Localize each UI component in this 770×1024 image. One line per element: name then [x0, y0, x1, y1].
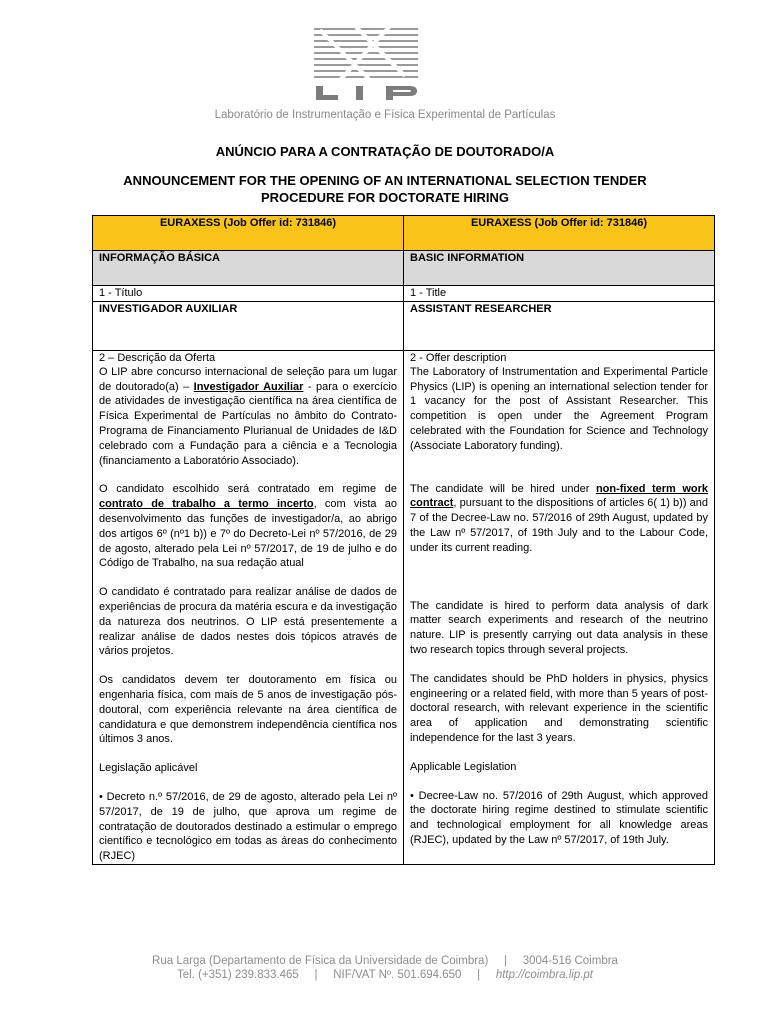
pt-paragraph-3: O candidato é contratado para realizar análise de dados de experiências de procura da matéria escura e da investigação da natureza dos neutrinos. O LIP está presentemente a realizar análise de dados nestes dois tópicos através de vários projetos. — [99, 586, 397, 658]
investigador-auxiliar-emphasis: Investigador Auxiliar — [193, 380, 304, 393]
footer-line-1 — [0, 955, 770, 967]
footer-postal: 3004-516 Coimbra — [522, 955, 618, 967]
footer-separator: | — [477, 969, 481, 981]
desc-label-pt: 2 – Descrição da Oferta — [99, 351, 216, 364]
euraxess-en: EURAXESS (Job Offer id: 731846) — [404, 216, 715, 251]
pt-paragraph-1: O LIP abre concurso internacional de seleção para um lugar de doutorado(a) – Investigador Auxiliar - para o exercício de atividades de investigação científica na área científica de Física Experimental de Partículas no âmbito do Contrato-Programa de Financiamento Plurianual de Unidades de I&D celebrado com a Fundação para a ciência e a Tecnologia (financiamento a Laboratório Associado). — [99, 365, 397, 467]
pt-paragraph-4: Os candidatos devem ter doutoramento em física ou engenharia física, com mais de 5 anos de investigação pós-doutoral, com experiência relevante na área científica de candidatura e que demonstrem independência científica nos últimos 3 anos. — [99, 674, 397, 746]
title-label-pt: 1 - Título — [93, 286, 404, 302]
en-legislation-item: • Decree-Law no. 57/2016 of 29th August, which approved the doctorate hiring regime destined to stimulate scientific and technological employment for all knowledge areas (RJEC), updated by the Law nº 57/2017, of 19th July. — [410, 789, 708, 846]
offer-table — [92, 215, 715, 865]
contrato-emphasis: contrato de trabalho a termo incerto — [99, 498, 314, 511]
heading-en-line2: PROCEDURE FOR DOCTORATE HIRING — [261, 190, 509, 205]
footer-address: Rua Larga (Departamento de Física da Universidade de Coimbra) — [152, 955, 489, 967]
title-row — [93, 301, 715, 350]
footer-separator: | — [314, 969, 318, 981]
pt-legislation-heading: Legislação aplicável — [99, 762, 198, 775]
pt-paragraph-2: O candidato escolhido será contratado em regime de contrato de trabalho a termo incerto, com vista ao desenvolvimento das funções de investigador/a, ao abrigo dos artigos 6º (nº1 b)) e 7º do Decreto-Lei nº 57/2016, de 29 de agosto, alterado pela Lei nº 57/2017, de 19 de julho e do Código de Trabalho, na sua redação atual — [99, 483, 397, 570]
euraxess-row — [93, 216, 715, 251]
basic-info-row — [93, 251, 715, 286]
euraxess-pt: EURAXESS (Job Offer id: 731846) — [93, 216, 404, 251]
title-label-en: 1 - Title — [404, 286, 715, 302]
basic-info-en: BASIC INFORMATION — [404, 251, 715, 286]
en-legislation-heading: Applicable Legislation — [410, 760, 517, 773]
footer-line-2 — [0, 969, 770, 981]
footer-nif: NIF/VAT Nº. 501.694.650 — [333, 969, 462, 981]
en-paragraph-4: The candidates should be PhD holders in physics, physics engineering or a related field, with more than 5 years of post-doctoral research, with relevant experience in the scientific area of application and demonstrating scientific independence for the last 3 years. — [410, 672, 708, 744]
footer-tel: Tel. (+351) 239.833.465 — [177, 969, 299, 981]
description-pt — [93, 350, 404, 864]
title-label-row — [93, 286, 715, 302]
lab-name: Laboratório de Instrumentação e Física Experimental de Partículas — [214, 109, 556, 121]
en-paragraph-1: The Laboratory of Instrumentation and Experimental Particle Physics (LIP) is opening an international selection tender for 1 vacancy for the post of Assistant Researcher. This competition is open under the Agreement Program celebrated with the Foundation for Science and Technology (Associate Laboratory funding). — [410, 365, 708, 452]
heading-pt: ANÚNCIO PARA A CONTRATAÇÃO DE DOUTORADO/A — [215, 144, 555, 159]
desc-label-en: 2 - Offer description — [410, 351, 507, 364]
pt-legislation-item: • Decreto n.º 57/2016, de 29 de agosto, alterado pela Lei nº 57/2017, de 19 de julho, que aprova um regime de contratação de doutorados destinado a estimular o emprego científico e tecnológico em todas as áreas do conhecimento (RJEC) — [99, 790, 397, 863]
description-row — [93, 350, 715, 864]
basic-info-pt: INFORMAÇÃO BÁSICA — [93, 251, 404, 286]
heading-en — [0, 172, 770, 206]
title-en: ASSISTANT RESEARCHER — [404, 301, 715, 350]
footer-url-link[interactable]: http://coimbra.lip.pt — [495, 969, 593, 981]
heading-en-line1: ANNOUNCEMENT FOR THE OPENING OF AN INTERNATIONAL SELECTION TENDER — [123, 173, 647, 188]
non-fixed-term-emphasis: non-fixed term work contract — [410, 482, 709, 510]
title-pt: INVESTIGADOR AUXILIAR — [93, 301, 404, 350]
lip-logo — [300, 24, 430, 102]
footer-separator: | — [503, 955, 507, 967]
en-paragraph-2: The candidate will be hired under non-fixed term work contract, pursuant to the dispositions of articles 6( 1) b)) and 7 of the Decree-Law no. 57/2016 of 29th August, updated by the Law nº 57/2017, of 19th July and to the Labour Code, under its current reading. — [410, 482, 709, 554]
description-en — [404, 350, 715, 864]
en-paragraph-3: The candidate is hired to perform data analysis of dark matter search experiments and research of the neutrino nature. LIP is presently carrying out data analysis in these two research topics through several projects. — [410, 599, 708, 656]
